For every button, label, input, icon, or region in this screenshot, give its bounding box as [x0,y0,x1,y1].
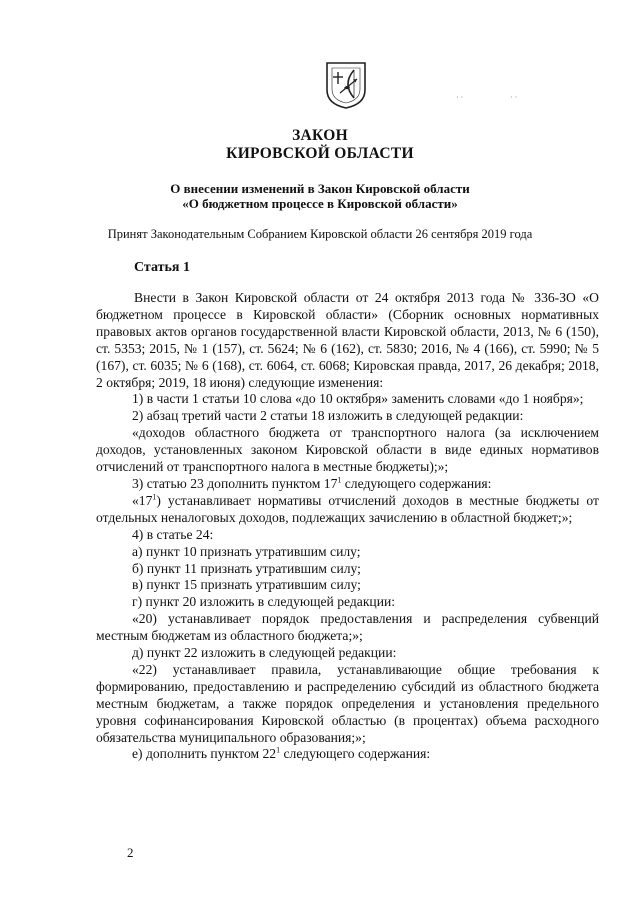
article-heading: Статья 1 [134,260,190,275]
quoted-text: «$17^1$) устанавливает нормативы отчислений доходов в местные бюджеты от отдельных неналоговых доходов, подлежащих зачислению в областной бюджет;»; [96,492,599,525]
law-subtitle-line2: «О бюджетном процессе в Кировской области» [182,196,458,211]
scan-mark: · · [510,93,518,102]
list-item: е) дополнить пунктом $22^1$ следующего содержания: [132,745,431,762]
quoted-text: «доходов областного бюджета от транспортного налога (за исключением доходов, установленных законом Кировской области в виде единых нормативов отчислений от транспортного налога в местные бюджеты);»; [96,425,599,475]
scan-mark: · · [456,93,464,102]
list-item: г) пункт 20 изложить в следующей редакции: [132,594,396,610]
list-item: 4) в статье 24: [132,526,214,542]
list-item: а) пункт 10 признать утратившим силу; [132,543,361,559]
list-item: 1) в части 1 статьи 10 слова «до 10 октября» заменить словами «до 1 ноября»; [132,391,584,407]
law-region: КИРОВСКОЙ ОБЛАСТИ [226,145,414,162]
list-item: 2) абзац третий части 2 статьи 18 изложить в следующей редакции: [132,408,524,424]
list-item: в) пункт 15 признать утратившим силу; [132,577,361,593]
coat-of-arms-icon [324,60,368,110]
list-item: д) пункт 22 изложить в следующей редакции: [132,645,397,661]
quoted-text: «20) устанавливает порядок предоставления и распределения субвенций местным бюджетам из областного бюджета;»; [96,611,599,644]
law-subtitle-line1: О внесении изменений в Закон Кировской области [170,181,470,196]
list-item: б) пункт 11 признать утратившим силу; [132,560,361,576]
law-title: ЗАКОН [292,127,348,144]
intro-paragraph: Внести в Закон Кировской области от 24 октября 2013 года № 336-ЗО «О бюджетном процессе в Кировской области» (Сборник основных нормативных правовых актов органов государственной власти Кировской области, 2013, № 6 (150), ст. 5353; 2015, № 1 (157), ст. 5624; № 6 (162), ст. 5830; 2016, № 4 (166), ст. 5990; № 5 (167), ст. 6035; № 6 (168), ст. 6064, ст. 6068; Кировская правда, 2017, 26 декабря; 2018, 2 октября; 2019, 18 июня) следующие изменения: [96,290,599,390]
adoption-note: Принят Законодательным Собранием Кировской области 26 сентября 2019 года [107,227,533,241]
page-number: 2 [127,845,134,860]
article-body [96,290,599,763]
quoted-text: «22) устанавливает правила, устанавливающие общие требования к формированию, предоставлению и распределению субсидий из областного бюджета местным бюджетам, а также порядок определения и установления предельного уровня софинансирования Кировской областью (в процентах) объема расходного обязательства муниципального образования;»; [96,661,599,745]
list-item: 3) статью 23 дополнить пунктом $17^1$ следующего содержания: [132,475,492,491]
